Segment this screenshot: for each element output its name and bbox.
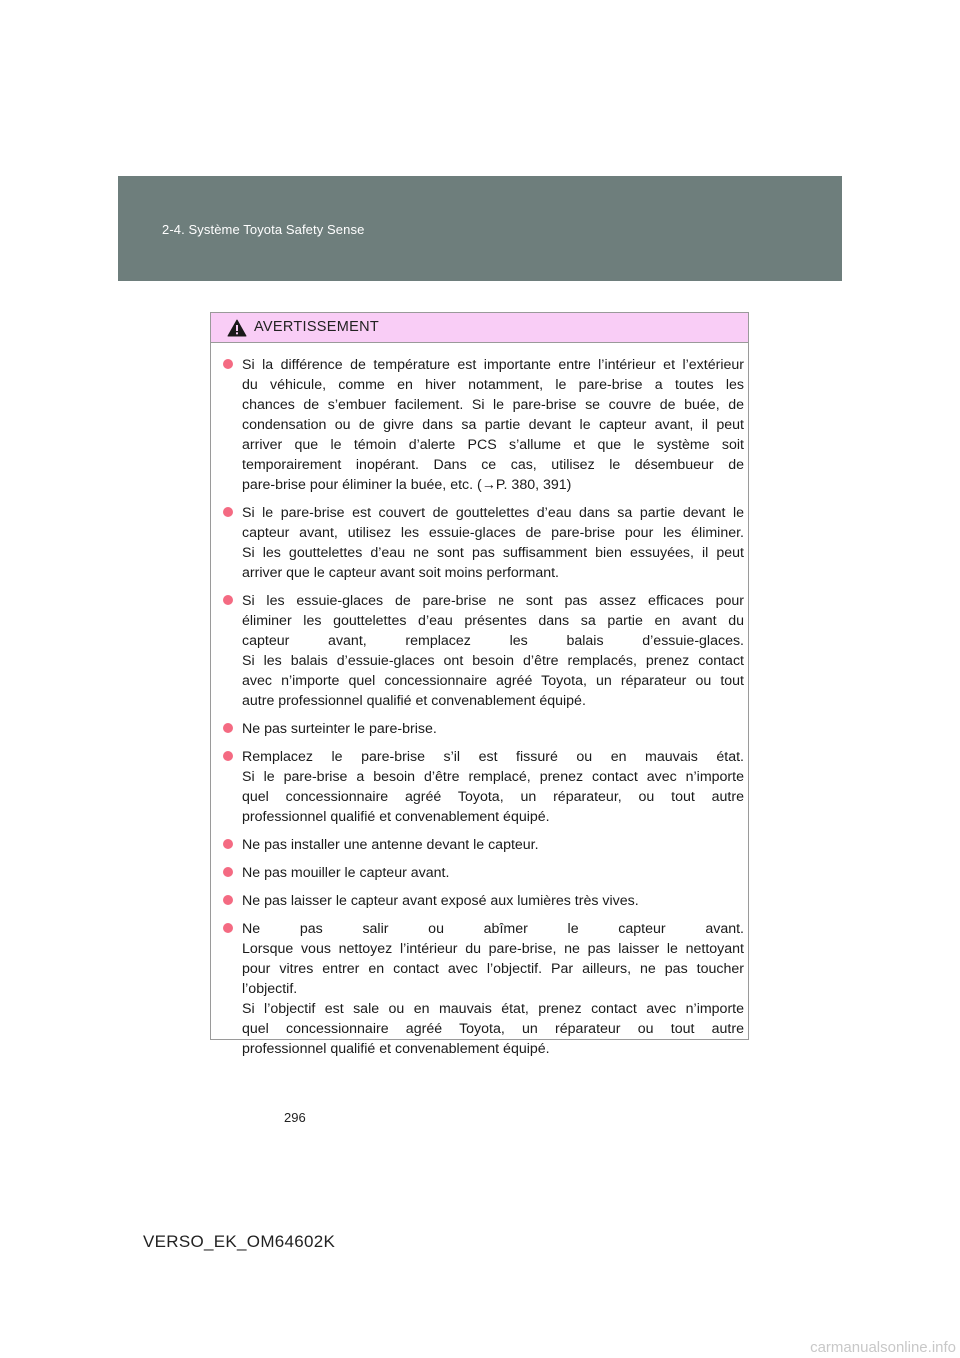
watermark: carmanualsonline.info: [810, 1339, 956, 1356]
warning-triangle-icon: [227, 319, 247, 337]
warning-item-line: autre professionnel qualifié et convenablement équipé.: [242, 693, 586, 709]
warning-item-line: Si les essuie-glaces de pare-brise ne sont pas assez efficaces pour: [242, 593, 744, 609]
warning-item: [223, 719, 744, 739]
warning-item-line: quel concessionnaire agréé Toyota, un réparateur ou tout autre: [242, 1021, 744, 1037]
bullet-icon: [223, 867, 233, 877]
bullet-icon: [223, 359, 233, 369]
bullet-icon: [223, 595, 233, 605]
warning-item-line: Ne pas installer une antenne devant le capteur.: [242, 837, 539, 853]
warning-item-line: Ne pas mouiller le capteur avant.: [242, 865, 450, 881]
warning-item-line: du véhicule, comme en hiver notamment, le pare-brise a toutes les: [242, 377, 744, 393]
warning-item: [223, 891, 744, 911]
section-title: 2-4. Système Toyota Safety Sense: [162, 222, 365, 237]
warning-item: [223, 503, 744, 583]
warning-header: [211, 313, 748, 343]
warning-item-line: Remplacez le pare-brise s’il est fissuré ou en mauvais état.: [242, 749, 744, 765]
warning-box: [210, 312, 749, 1057]
warning-item-line: Ne pas surteinter le pare-brise.: [242, 721, 437, 737]
warning-item-line: Si le pare-brise a besoin d’être remplacé, prenez contact avec n’importe: [242, 769, 744, 785]
warning-item: [223, 355, 744, 495]
warning-item-line: capteur avant, remplacez les balais d’essuie-glaces.: [242, 633, 744, 649]
warning-item-line: éliminer les gouttelettes d’eau présentes dans sa partie en avant du: [242, 613, 744, 629]
warning-item-line: Lorsque vous nettoyez l’intérieur du pare-brise, ne pas laisser le nettoyant: [242, 941, 744, 957]
warning-item: [223, 591, 744, 711]
warning-item-line: quel concessionnaire agréé Toyota, un réparateur, ou tout autre: [242, 789, 744, 805]
warning-item-line: condensation ou de givre dans sa partie devant le capteur avant, il peut: [242, 417, 744, 433]
warning-item-line: professionnel qualifié et convenablement équipé.: [242, 809, 550, 825]
warning-item: [223, 747, 744, 827]
warning-item-line: Si l’objectif est sale ou en mauvais état, prenez contact avec n’importe: [242, 1001, 744, 1017]
warning-item: [223, 835, 744, 855]
warning-item-line: Si la différence de température est importante entre l’intérieur et l’extérieur: [242, 357, 744, 373]
warning-item-line: arriver que le témoin d’alerte PCS s’allume et que le système soit: [242, 437, 744, 453]
header-band: [118, 176, 842, 281]
warning-item-line: professionnel qualifié et convenablement équipé.: [242, 1041, 550, 1057]
warning-item-line: Ne pas salir ou abîmer le capteur avant.: [242, 921, 744, 937]
bullet-icon: [223, 839, 233, 849]
document-code: VERSO_EK_OM64602K: [143, 1232, 336, 1251]
bullet-icon: [223, 723, 233, 733]
warning-item-line: capteur avant, utilisez les essuie-glaces de pare-brise pour les éliminer.: [242, 525, 744, 541]
warning-items-list: [223, 355, 744, 1067]
warning-item-line: l’objectif.: [242, 981, 298, 997]
warning-item-line: temporairement inopérant. Dans ce cas, utilisez le désembueur de: [242, 457, 744, 473]
warning-item-line: arriver que le capteur avant soit moins performant.: [242, 565, 560, 581]
bullet-icon: [223, 895, 233, 905]
warning-item-line: Si les gouttelettes d’eau ne sont pas suffisamment bien essuyées, il peut: [242, 545, 744, 561]
warning-item-line: chances de s’embuer facilement. Si le pare-brise se couvre de buée, de: [242, 397, 744, 413]
warning-title: AVERTISSEMENT: [254, 319, 380, 335]
warning-item: [223, 863, 744, 883]
warning-item-line: Si le pare-brise est couvert de gouttelettes d’eau dans sa partie devant le: [242, 505, 744, 521]
warning-item-line: Ne pas laisser le capteur avant exposé aux lumières très vives.: [242, 893, 639, 909]
warning-item-line: avec n’importe quel concessionnaire agréé Toyota, un réparateur ou tout: [242, 673, 744, 689]
page-number: 296: [284, 1110, 306, 1125]
bullet-icon: [223, 751, 233, 761]
bullet-icon: [223, 507, 233, 517]
warning-item-line: pare-brise pour éliminer la buée, etc. (→P. 380, 391): [242, 477, 572, 493]
warning-item: [223, 919, 744, 1059]
warning-item-line: Si les balais d’essuie-glaces ont besoin d’être remplacés, prenez contact: [242, 653, 744, 669]
warning-item-line: pour vitres entrer en contact avec l’objectif. Par ailleurs, ne pas toucher: [242, 961, 744, 977]
bullet-icon: [223, 923, 233, 933]
